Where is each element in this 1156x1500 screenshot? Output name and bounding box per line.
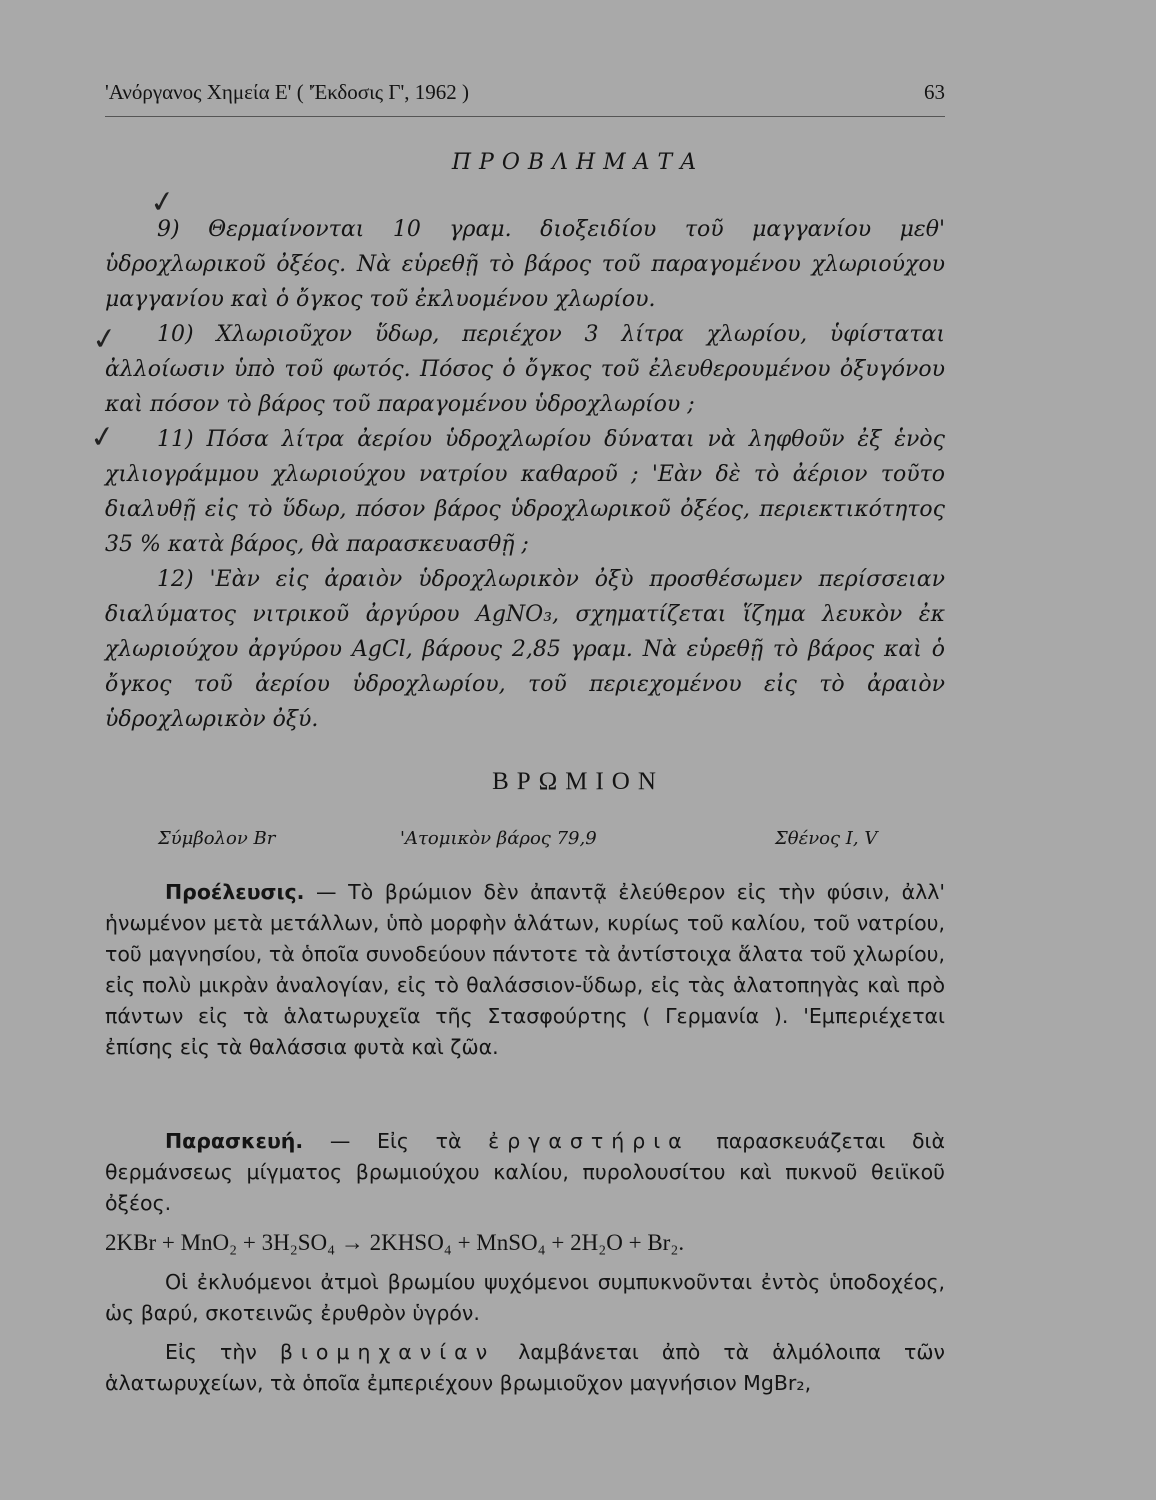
problem-item: 11) Πόσα λίτρα ἀερίου ὑδροχλωρίου δύναται νὰ ληφθοῦν ἐξ ἑνὸς χιλιογράμμου χλωριούχου νατρίου καθαροῦ ; 'Εὰν δὲ τὸ ἀέριον τοῦτο διαλυθῇ εἰς τὸ ὕδωρ, πόσον βάρος ὑδροχλωρικοῦ ὀξέος, περιεκτικότητος 35 % κατὰ βάρος, θὰ παρασκευασθῇ ; <box>105 427 945 557</box>
preparation-text: παρασκευάζεται διὰ θερμάνσεως μίγματος βρωμιούχου καλίου, πυρολουσίτου καὶ πυκνοῦ θειϊκοῦ ὀξέος. <box>105 1129 945 1215</box>
page-number: 63 <box>924 80 945 104</box>
problems-heading: ΠΡΟΒΛΗΜΑΤΑ <box>451 150 705 175</box>
checkmark-icon: ✓ <box>87 418 118 457</box>
preparation-label: Παρασκευή. <box>165 1129 304 1153</box>
industry-word: βιομηχανίαν <box>279 1340 496 1364</box>
problems-list <box>105 212 945 737</box>
problem-item: 10) Χλωριοῦχον ὕδωρ, περιέχον 3 λίτρα χλωρίου, ὑφίσταται ἀλλοίωσιν ὑπὸ τοῦ φωτός. Πόσος ὁ ὄγκος τοῦ ἐλευθερουμένου ὀξυγόνου καὶ πόσον τὸ βάρος τοῦ παραγομένου ὑδροχλωρίου ; <box>105 322 945 417</box>
element-symbol: Σύμβολον Br <box>158 828 276 849</box>
preparation-lab-word: ἐργαστήρια <box>488 1129 690 1153</box>
preparation-continued <box>105 1267 945 1407</box>
checkmark-icon: ✓ <box>89 320 120 359</box>
header-rule <box>105 116 945 117</box>
industry-text: λαμβάνεται ἀπὸ τὰ ἁλμόλοιπα τῶν ἁλατωρυχείων, τὰ ὁποῖα ἐμπεριέχουν βρωμιοῦχον μαγνήσιον MgBr₂, <box>105 1340 945 1395</box>
running-header <box>105 80 945 110</box>
element-valence: Σθένος I, V <box>775 828 878 849</box>
element-atomic-weight: 'Ατομικὸν βάρος 79,9 <box>400 828 597 849</box>
origin-section <box>105 877 945 1071</box>
origin-label: Προέλευσις. <box>165 880 305 904</box>
reaction-equation: 2KBr + MnO₂ + 3H₂SO₄ → 2KHSO₄ + MnSO₄ + 2H₂O + Br₂. <box>105 1230 685 1255</box>
problem-item: 12) 'Εὰν εἰς ἀραιὸν ὑδροχλωρικὸν ὀξὺ προσθέσωμεν περίσσειαν διαλύματος νιτρικοῦ ἀργύρου AgNO₃, σχηματίζεται ἵζημα λευκὸν ἐκ χλωριούχου ἀργύρου AgCl, βάρους 2,85 γραμ. Νὰ εὑρεθῇ τὸ βάρος καὶ ὁ ὄγκος τοῦ ἀερίου ὑδροχλωρίου, τοῦ περιεχομένου εἰς τὸ ἀραιὸν ὑδροχλωρικὸν ὀξύ. <box>105 567 945 732</box>
problem-item: 9) Θερμαίνονται 10 γραμ. διοξειδίου τοῦ μαγγανίου μεθ' ὑδροχλωρικοῦ ὀξέος. Νὰ εὑρεθῇ τὸ βάρος τοῦ παραγομένου χλωριούχου μαγγανίου καὶ ὁ ὄγκος τοῦ ἐκλυομένου χλωρίου. <box>105 217 945 312</box>
industry-intro: Εἰς τὴν <box>165 1340 257 1364</box>
preparation-intro: — Εἰς τὰ <box>329 1129 462 1153</box>
header-title: 'Ανόργανος Χημεία Ε' ( 'Έκδοσις Γ', 1962 ) <box>105 80 470 104</box>
origin-text: — Τὸ βρώμιον δὲν ἀπαντᾷ ἐλεύθερον εἰς τὴν φύσιν, ἀλλ' ἡνωμένον μετὰ μετάλλων, ὑπὸ μορφὴν ἁλάτων, κυρίως τοῦ καλίου, τοῦ νατρίου, τοῦ μαγνησίου, τὰ ὁποῖα συνοδεύουν πάντοτε τὰ ἀντίστοιχα ἅλατα τοῦ χλωρίου, εἰς πολὺ μικρὰν ἀναλογίαν, εἰς τὸ θαλάσσιον-ὕδωρ, εἰς τὰς ἁλατοπηγὰς καὶ πρὸ πάντων εἰς τὰ ἁλατωρυχεῖα τῆς Στασφούρτης ( Γερμανία ). 'Εμπεριέχεται ἐπίσης εἰς τὰ θαλάσσια φυτὰ καὶ ζῶα. <box>105 880 945 1059</box>
element-title: ΒΡΩΜΙΟΝ <box>492 768 664 795</box>
vapors-paragraph: Οἱ ἐκλυόμενοι ἀτμοὶ βρωμίου ψυχόμενοι συμπυκνοῦνται ἐντὸς ὑποδοχέος, ὡς βαρύ, σκοτεινῶς ἐρυθρὸν ὑγρόν. <box>105 1270 945 1325</box>
preparation-section <box>105 1126 945 1227</box>
checkmark-icon: ✓ <box>147 183 178 222</box>
